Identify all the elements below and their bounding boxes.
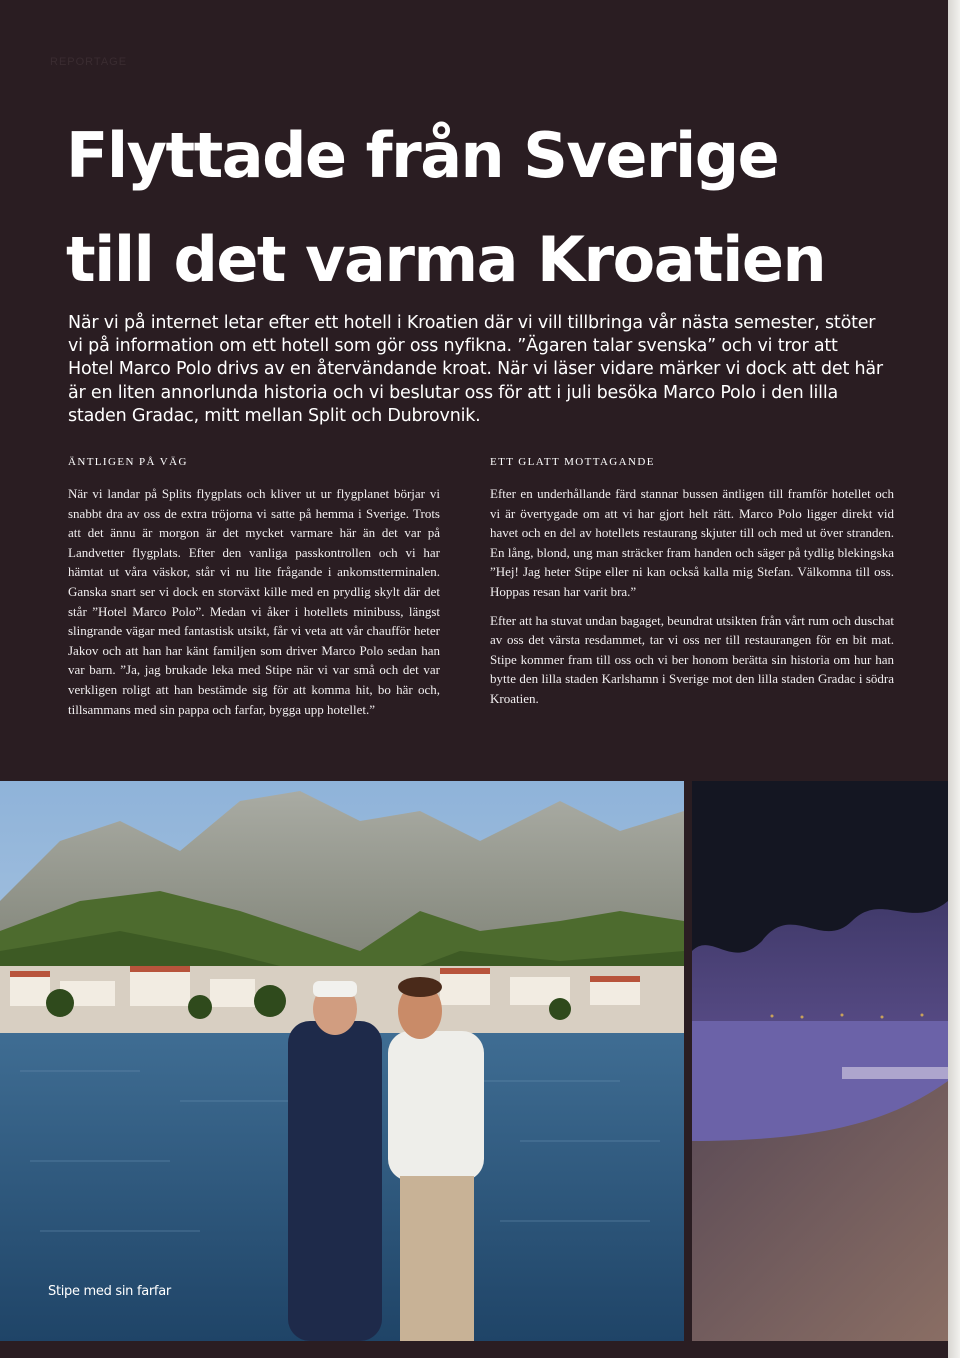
right-column [490,456,894,718]
headline [66,104,926,312]
harbour-photo [0,781,684,1341]
photo-caption: Stipe med sin farfar [48,1284,171,1299]
left-column [68,456,440,728]
headline-line-2: till det varma Kroatien [66,223,826,296]
left-column-heading: ÄNTLIGEN PÅ VÄG [68,456,188,468]
right-column-paragraph: Efter att ha stuvat undan bagaget, beundrat utsikten från vårt rum och duschat av oss det värsta resdammet, tar vi oss ner till restaurangen för en bit mat. Stipe kommer fram till oss och vi ber honom berätta sin historia om hur han bytte den lilla staden Karlshamn i Sverige mot den lilla staden Gradac i södra Kroatien. [490,612,894,706]
lead-paragraph: När vi på internet letar efter ett hotell i Kroatien där vi vill tillbringa vår nästa semester, stöter vi på information om ett hotell som gör oss nyfikna. ”Ägaren talar svenska” och vi tror att Hotel Marco Polo drivs av en återvändande kroat. När vi läser vidare märker vi dock att det här är en liten annorlunda historia och vi beslutar oss för att i juli besöka Marco Polo i den lilla staden Gradac, mitt mellan Split och Dubrovnik. [68,313,883,426]
right-column-heading: ETT GLATT MOTTAGANDE [490,456,655,468]
evening-beach-photo [692,781,948,1341]
page-edge [948,0,960,1358]
left-column-paragraph: När vi landar på Splits flygplats och kliver ut ur flygplanet börjar vi snabbt dra av oss de extra tröjorna vi satte på hemma i Sverige. Trots att det ännu är morgon är det mycket varmare här än det var på Landvetter flygplats. Efter den vanliga passkontrollen och vi har hämtat ut våra väskor, står vi nu lite frågande i ankomstterminalen. Ganska snart ser vi dock en storväxt kille med en prydlig skylt där det står ”Hotel Marco Polo”. Medan vi åker i hotellets minibuss, längst slingrande vägar med fantastisk utsikt, får vi veta att vår chaufför heter Jakov och att han har känt familjen som driver Marco Polo sedan han var barn. ”Ja, jag brukade leka med Stipe när vi var små och det var verkligen roligt att han bestämde sig för att komma hit, bo här och, tillsammans med sin pappa och farfar, bygga upp hotellet.” [68,486,440,717]
right-column-paragraph: Efter en underhållande färd stannar bussen äntligen till framför hotellet och vi är övertygade om att vi har gjort helt rätt. Marco Polo ligger direkt vid havet och en del av hotellets restaurang skjuter till och med ut över stranden. En lång, blond, ung man sträcker fram handen och säger på tydlig blekingska ”Hej! Jag heter Stipe eller ni kan också kalla mig Stefan. Välkomna till oss. Hoppas resan har varit bra.” [490,486,894,599]
section-tag: REPORTAGE [50,56,128,68]
headline-line-1: Flyttade från Sverige [66,119,779,192]
